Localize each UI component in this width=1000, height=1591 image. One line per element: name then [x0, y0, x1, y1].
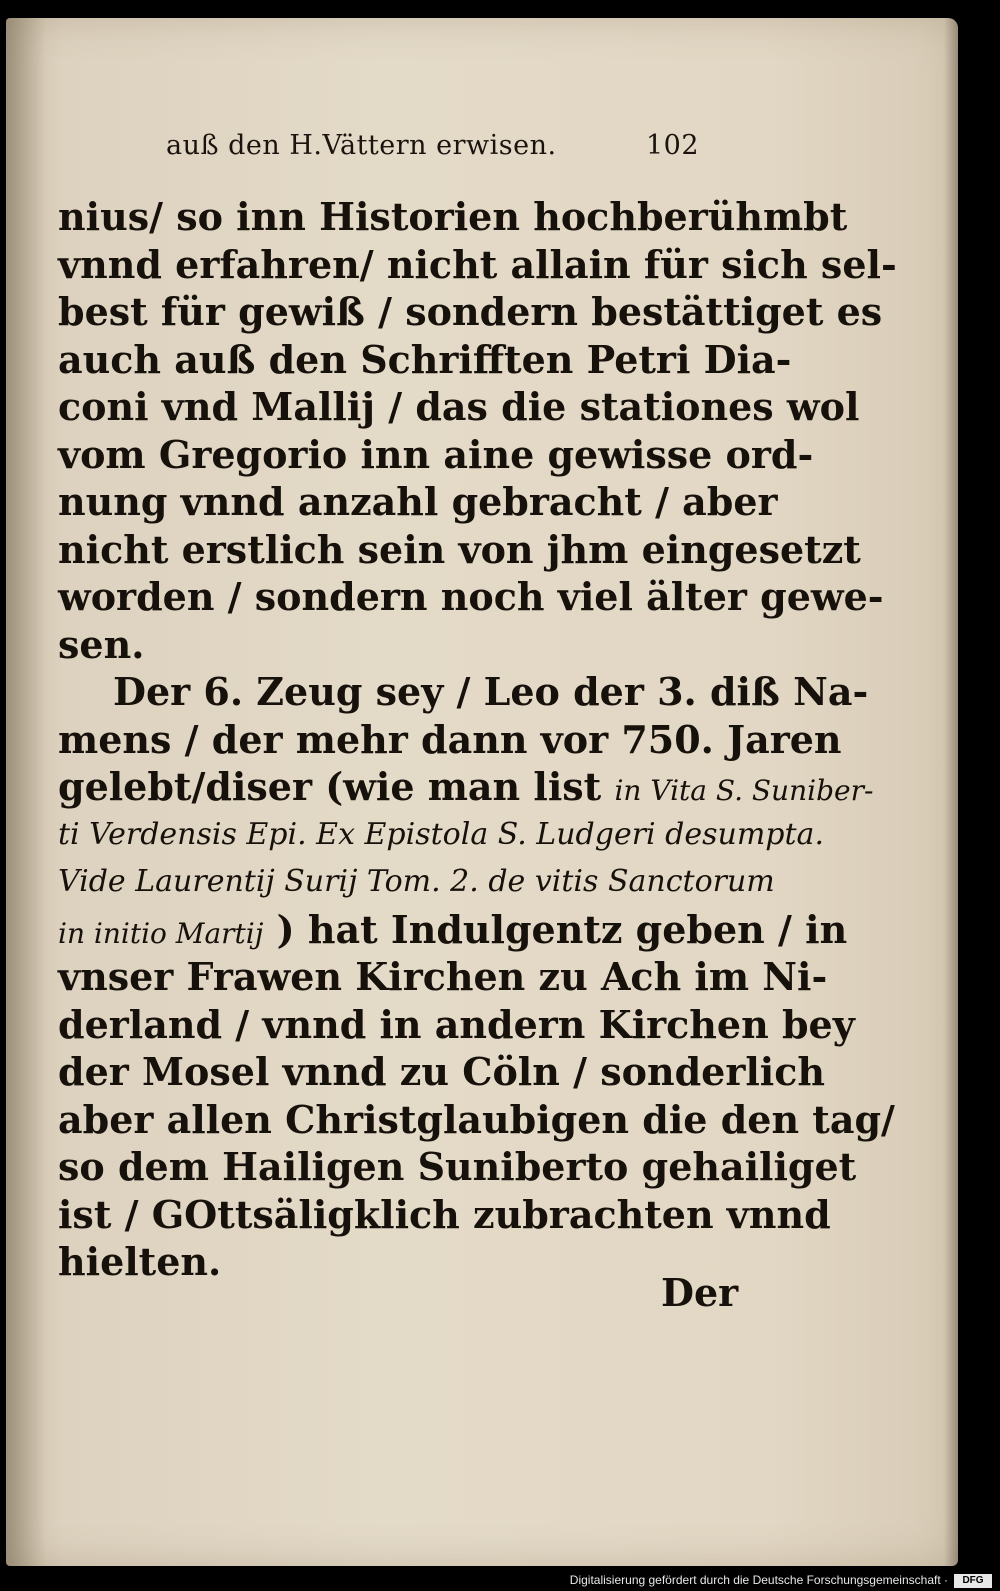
- line-fraktur-part: gelebt/diser (wie man list: [58, 764, 602, 809]
- text-line: der Mosel vnnd zu Cöln / sonderlich: [58, 1049, 825, 1094]
- text-line: sen.: [58, 621, 145, 667]
- running-title: auß den H.Vättern erwisen.: [166, 130, 557, 161]
- text-line: aber allen Christglaubigen die den tag/: [58, 1096, 895, 1142]
- text-line: derland / vnnd in andern Kirchen bey: [58, 1001, 855, 1047]
- line-fraktur-part: ) hat Indulgentz geben / in: [276, 906, 848, 952]
- text-line: hielten.: [58, 1239, 222, 1284]
- latin-citation: in initio Martij: [58, 916, 264, 950]
- latin-citation-line: Vide Laurentij Surij Tom. 2. de vitis Sanctorum: [58, 864, 775, 899]
- text-line: ist / GOttsäligklich zubrachten vnnd: [58, 1191, 831, 1237]
- text-line: vnnd erfahren/ nicht allain für sich sel-: [58, 241, 897, 287]
- dfg-logo: DFG: [954, 1574, 992, 1588]
- text-line: coni vnd Mallij / das die stationes wol: [58, 384, 860, 429]
- text-line: Der 6. Zeug sey / Leo der 3. diß Na-: [113, 669, 869, 714]
- main-text: [58, 193, 897, 1286]
- text-line: best für gewiß / sondern bestättiget es: [58, 289, 883, 334]
- text-line-mixed: [58, 906, 848, 954]
- text-line: vom Gregorio inn aine gewisse ord-: [58, 431, 814, 477]
- page-number: 102: [646, 130, 700, 161]
- text-line: vnser Frawen Kirchen zu Ach im Ni-: [58, 954, 828, 999]
- text-line-mixed: [58, 763, 874, 811]
- text-line: worden / sondern noch viel älter gewe-: [58, 574, 884, 619]
- text-line: nicht erstlich sein von jhm eingesetzt: [58, 526, 861, 572]
- gutter-shadow: [6, 18, 46, 1566]
- book-page: [6, 18, 958, 1566]
- text-line: auch auß den Schrifften Petri Dia-: [58, 336, 792, 382]
- text-line: nius/ so inn Historien hochberühmbt: [58, 194, 848, 239]
- page-edge-shadow: [944, 18, 958, 1566]
- digitization-footer: [0, 1571, 1000, 1591]
- funding-credit: Digitalisierung gefördert durch die Deutsche Forschungsgemeinschaft ·: [569, 1573, 948, 1587]
- latin-citation-line: ti Verdensis Epi. Ex Epistola S. Ludgeri desumpta.: [58, 816, 824, 852]
- text-line: mens / der mehr dann vor 750. Jaren: [58, 716, 842, 762]
- text-line: so dem Hailigen Suniberto gehailiget: [58, 1144, 857, 1189]
- latin-citation: in Vita S. Suniber-: [614, 774, 874, 807]
- text-line: nung vnnd anzahl gebracht / aber: [58, 479, 778, 524]
- catchword: Der: [661, 1270, 739, 1315]
